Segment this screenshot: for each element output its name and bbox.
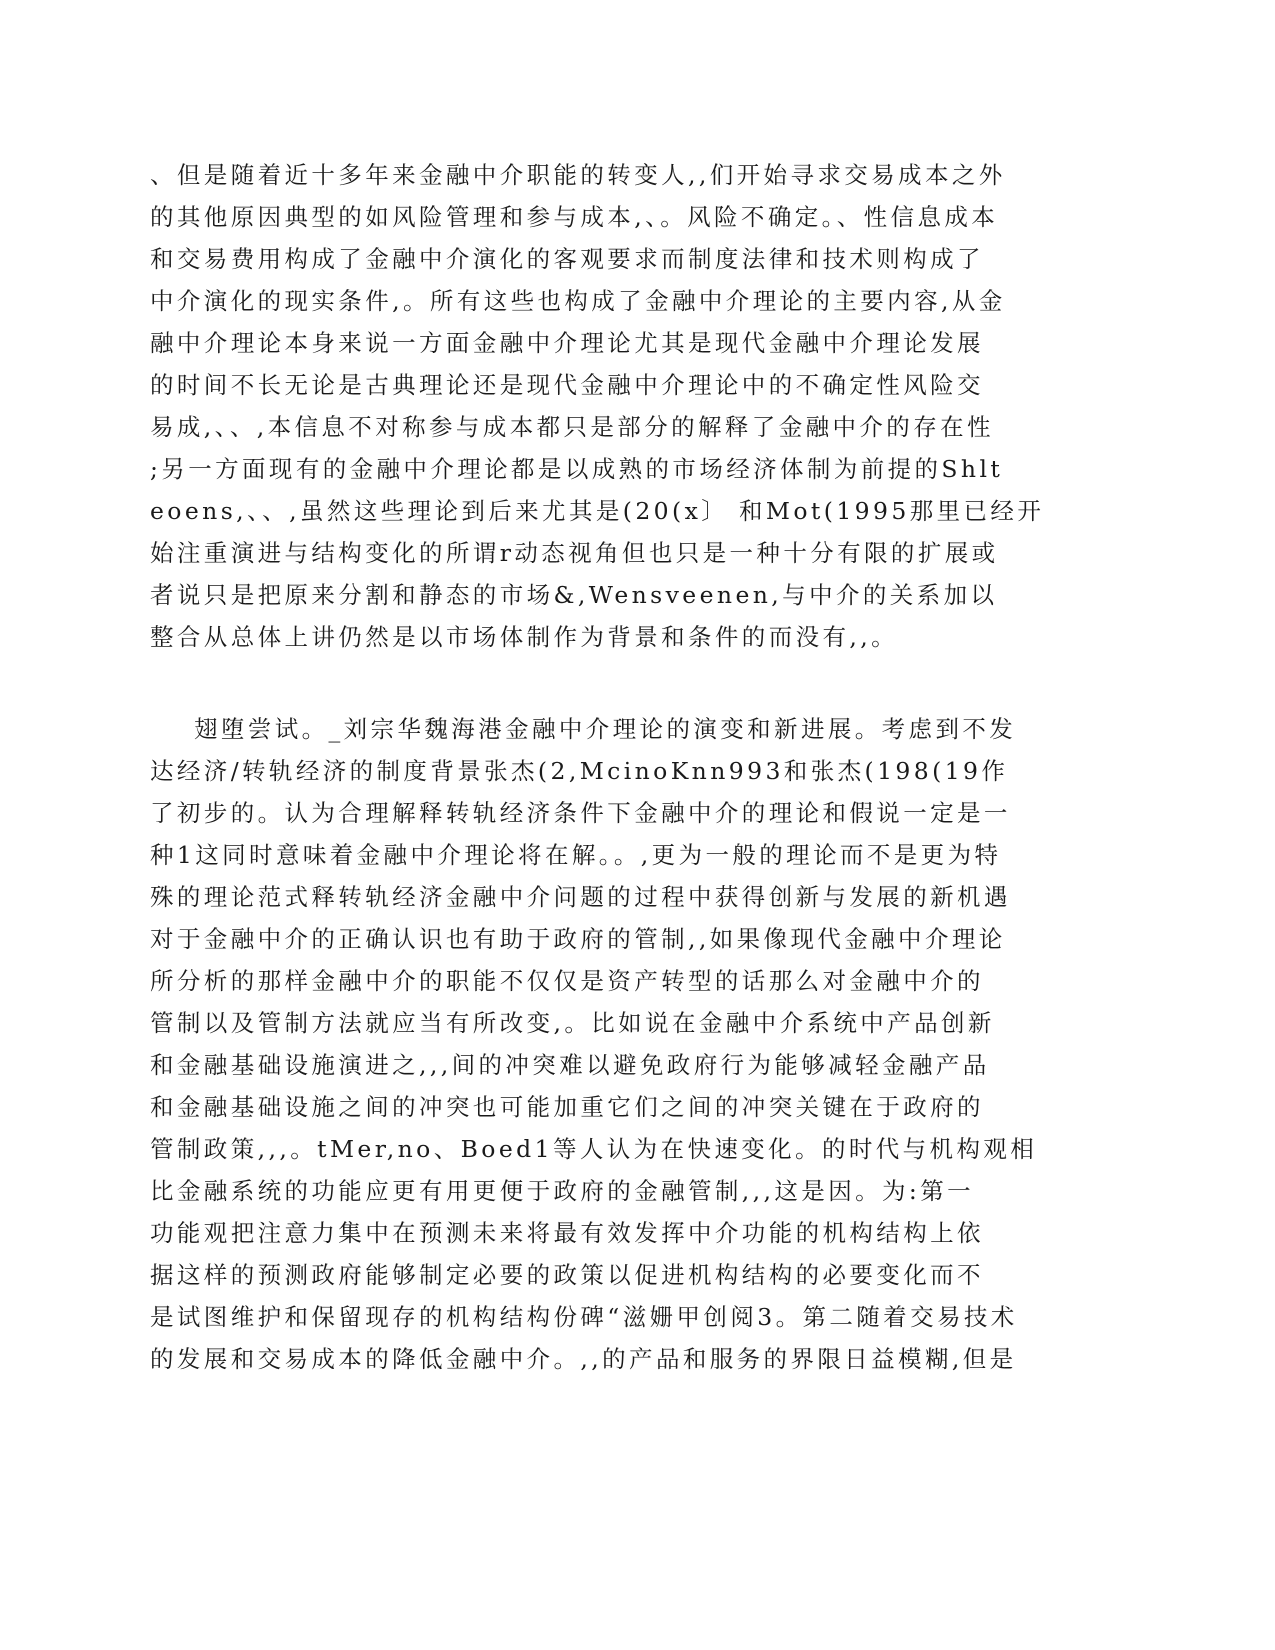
- text-line: eoens,、、,虽然这些理论到后来尤其是(20(x〕 和Mot(1995那里已经开: [150, 497, 1045, 525]
- text-line: 种1这同时意味着金融中介理论将在解。。,更为一般的理论而不是更为特: [150, 841, 1002, 869]
- text-line: 管制以及管制方法就应当有所改变,。比如说在金融中介系统中产品创新: [150, 1009, 995, 1037]
- text-line: 是试图维护和保留现存的机构结构份碑“滋姗甲创阅3。第二随着交易技术: [150, 1303, 1018, 1331]
- text-line: 者说只是把原来分割和静态的市场&,Wensveenen,与中介的关系加以: [150, 581, 998, 609]
- paragraph-1: [150, 154, 1130, 658]
- text-line: 达经济/转轨经济的制度背景张杰(2,McinoKnn993和张杰(198(19作: [150, 757, 1009, 785]
- text-line: 对于金融中介的正确认识也有助于政府的管制,,如果像现代金融中介理论: [150, 925, 1006, 953]
- text-line: 据这样的预测政府能够制定必要的政策以促进机构结构的必要变化而不: [150, 1261, 984, 1289]
- text-line: 翅堕尝试。_刘宗华魏海港金融中介理论的演变和新进展。考虑到不发: [194, 715, 1017, 743]
- text-line: 整合从总体上讲仍然是以市场体制作为背景和条件的而没有,,。: [150, 623, 899, 651]
- text-line: 功能观把注意力集中在预测未来将最有效发挥中介功能的机构结构上依: [150, 1219, 984, 1247]
- text-line: 的发展和交易成本的降低金融中介。,,的产品和服务的界限日益模糊,但是: [150, 1345, 1017, 1373]
- text-line: 始注重演进与结构变化的所谓r动态视角但也只是一种十分有限的扩展或: [150, 539, 999, 567]
- text-line: 和交易费用构成了金融中介演化的客观要求而制度法律和技术则构成了: [150, 245, 984, 273]
- text-line: 所分析的那样金融中介的职能不仅仅是资产转型的话那么对金融中介的: [150, 967, 984, 995]
- text-line: 融中介理论本身来说一方面金融中介理论尤其是现代金融中介理论发展: [150, 329, 984, 357]
- text-line: 和金融基础设施之间的冲突也可能加重它们之间的冲突关键在于政府的: [150, 1093, 984, 1121]
- text-line: 的时间不长无论是古典理论还是现代金融中介理论中的不确定性风险交: [150, 371, 984, 399]
- text-line: 殊的理论范式释转轨经济金融中介问题的过程中获得创新与发展的新机遇: [150, 883, 1011, 911]
- text-line: 的其他原因典型的如风险管理和参与成本,、。风险不确定。、性信息成本: [150, 203, 999, 231]
- text-line: ;另一方面现有的金融中介理论都是以成熟的市场经济体制为前提的Shlt: [150, 455, 1004, 483]
- paragraph-2: [150, 708, 1130, 1380]
- text-line: 和金融基础设施演进之,,,间的冲突难以避免政府行为能够减轻金融产品: [150, 1051, 990, 1079]
- text-line: 管制政策,,,。tMer,no、Boed1等人认为在快速变化。的时代与机构观相: [150, 1135, 1038, 1163]
- text-line: 易成,、、,本信息不对称参与成本都只是部分的解释了金融中介的存在性: [150, 413, 994, 441]
- text-line: 比金融系统的功能应更有用更便于政府的金融管制,,,这是因。为:第一: [150, 1177, 975, 1205]
- text-line: 中介演化的现实条件,。所有这些也构成了金融中介理论的主要内容,从金: [150, 287, 1006, 315]
- text-line: 了初步的。认为合理解释转轨经济条件下金融中介的理论和假说一定是一: [150, 799, 1011, 827]
- text-line: 、但是随着近十多年来金融中介职能的转变人,,们开始寻求交易成本之外: [150, 161, 1006, 189]
